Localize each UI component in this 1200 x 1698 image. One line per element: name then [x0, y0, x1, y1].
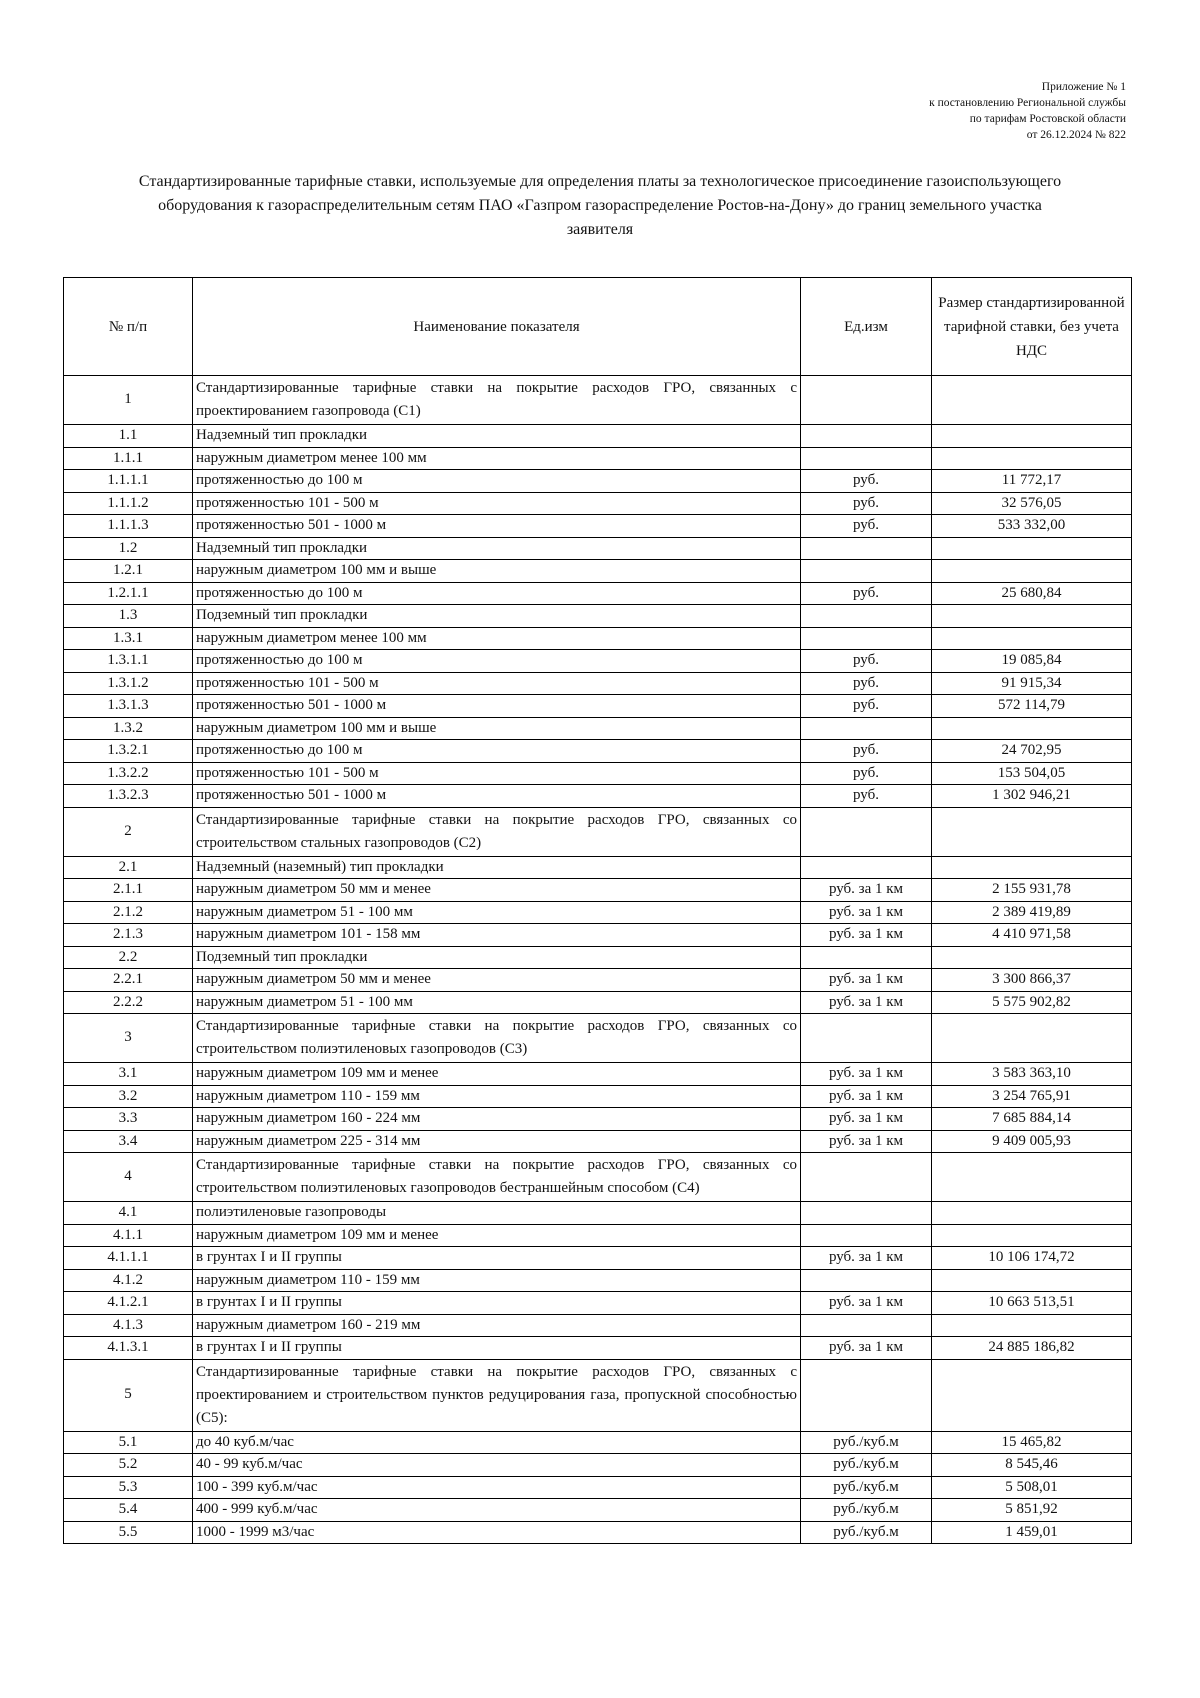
row-indicator-name: наружным диаметром 51 - 100 мм [193, 901, 801, 924]
appendix-header [929, 79, 1126, 143]
row-indicator-name: Подземный тип прокладки [193, 605, 801, 628]
row-rate-value: 24 702,95 [932, 740, 1132, 763]
row-unit: руб. [801, 740, 932, 763]
row-indicator-name: наружным диаметром 160 - 224 мм [193, 1108, 801, 1131]
row-indicator-name: наружным диаметром 160 - 219 мм [193, 1314, 801, 1337]
row-rate-value: 32 576,05 [932, 492, 1132, 515]
header-indicator-name: Наименование показателя [193, 278, 801, 376]
row-number: 2.1 [64, 856, 193, 879]
row-number: 2.2.2 [64, 991, 193, 1014]
table-row [64, 1521, 1132, 1544]
row-number: 5.3 [64, 1476, 193, 1499]
row-rate-value: 10 663 513,51 [932, 1292, 1132, 1315]
row-number: 1.2.1 [64, 560, 193, 583]
table-body [64, 376, 1132, 1544]
table-row [64, 560, 1132, 583]
row-indicator-name: 400 - 999 куб.м/час [193, 1499, 801, 1522]
row-number: 1.3.1 [64, 627, 193, 650]
table-row [64, 695, 1132, 718]
row-unit [801, 1269, 932, 1292]
row-unit: руб. за 1 км [801, 1337, 932, 1360]
table-row [64, 1063, 1132, 1086]
row-unit: руб. за 1 км [801, 924, 932, 947]
row-number: 1.1.1.3 [64, 515, 193, 538]
row-rate-value: 572 114,79 [932, 695, 1132, 718]
table-row [64, 901, 1132, 924]
row-rate-value [932, 717, 1132, 740]
document-title [60, 170, 1140, 242]
row-indicator-name: 100 - 399 куб.м/час [193, 1476, 801, 1499]
row-unit [801, 1314, 932, 1337]
row-rate-value [932, 1224, 1132, 1247]
table-section-row [64, 1153, 1132, 1202]
row-unit [801, 376, 932, 425]
document-title-line: Стандартизированные тарифные ставки, используемые для определения платы за технологическое присоединение газоиспользующего [138, 173, 1062, 190]
row-rate-value: 153 504,05 [932, 762, 1132, 785]
table-row [64, 785, 1132, 808]
row-indicator-name: протяженностью до 100 м [193, 650, 801, 673]
row-rate-value [932, 447, 1132, 470]
table-row [64, 537, 1132, 560]
row-unit: руб. за 1 км [801, 991, 932, 1014]
table-section-row [64, 807, 1132, 856]
row-number: 1.3.1.3 [64, 695, 193, 718]
row-unit [801, 560, 932, 583]
table-row [64, 1292, 1132, 1315]
row-number: 3 [64, 1014, 193, 1063]
row-rate-value: 1 302 946,21 [932, 785, 1132, 808]
row-rate-value: 533 332,00 [932, 515, 1132, 538]
row-indicator-name: протяженностью 101 - 500 м [193, 762, 801, 785]
table-row [64, 991, 1132, 1014]
row-unit: руб./куб.м [801, 1476, 932, 1499]
row-rate-value: 8 545,46 [932, 1454, 1132, 1477]
row-rate-value: 19 085,84 [932, 650, 1132, 673]
table-row [64, 605, 1132, 628]
row-number: 4.1 [64, 1202, 193, 1225]
table-row [64, 969, 1132, 992]
row-indicator-name: протяженностью 501 - 1000 м [193, 515, 801, 538]
row-indicator-name: протяженностью до 100 м [193, 582, 801, 605]
row-indicator-name: Стандартизированные тарифные ставки на покрытие расходов ГРО, связанных с проектированием газопровода (С1) [193, 376, 801, 425]
row-unit: руб. за 1 км [801, 1130, 932, 1153]
row-indicator-name: наружным диаметром 109 мм и менее [193, 1063, 801, 1086]
row-rate-value: 2 155 931,78 [932, 879, 1132, 902]
row-rate-value: 1 459,01 [932, 1521, 1132, 1544]
row-number: 4.1.3 [64, 1314, 193, 1337]
appendix-line: от 26.12.2024 № 822 [1026, 129, 1126, 141]
row-indicator-name: протяженностью 101 - 500 м [193, 672, 801, 695]
row-unit: руб. [801, 650, 932, 673]
row-number: 5.1 [64, 1431, 193, 1454]
row-unit [801, 807, 932, 856]
row-indicator-name: в грунтах I и II группы [193, 1337, 801, 1360]
row-unit [801, 1359, 932, 1431]
row-number: 1.2 [64, 537, 193, 560]
row-indicator-name: Стандартизированные тарифные ставки на покрытие расходов ГРО, связанных со строительством полиэтиленовых газопроводов бестраншейным способом (С4) [193, 1153, 801, 1202]
row-number: 3.4 [64, 1130, 193, 1153]
row-number: 4.1.3.1 [64, 1337, 193, 1360]
row-rate-value [932, 1014, 1132, 1063]
table-row [64, 582, 1132, 605]
row-unit: руб. [801, 492, 932, 515]
row-number: 1.1.1 [64, 447, 193, 470]
row-number: 5.2 [64, 1454, 193, 1477]
row-unit: руб. [801, 672, 932, 695]
row-rate-value: 3 300 866,37 [932, 969, 1132, 992]
row-indicator-name: протяженностью 101 - 500 м [193, 492, 801, 515]
row-rate-value [932, 1359, 1132, 1431]
row-indicator-name: протяженностью до 100 м [193, 740, 801, 763]
table-row [64, 1202, 1132, 1225]
row-indicator-name: до 40 куб.м/час [193, 1431, 801, 1454]
row-indicator-name: наружным диаметром 110 - 159 мм [193, 1269, 801, 1292]
row-number: 2 [64, 807, 193, 856]
row-rate-value: 4 410 971,58 [932, 924, 1132, 947]
row-rate-value: 9 409 005,93 [932, 1130, 1132, 1153]
table-row [64, 1454, 1132, 1477]
row-unit: руб. за 1 км [801, 901, 932, 924]
row-rate-value: 7 685 884,14 [932, 1108, 1132, 1131]
row-rate-value: 91 915,34 [932, 672, 1132, 695]
row-indicator-name: 40 - 99 куб.м/час [193, 1454, 801, 1477]
table-row [64, 1337, 1132, 1360]
table-row [64, 672, 1132, 695]
table-row [64, 470, 1132, 493]
row-number: 1.3.2.3 [64, 785, 193, 808]
row-number: 4.1.2.1 [64, 1292, 193, 1315]
row-indicator-name: 1000 - 1999 м3/час [193, 1521, 801, 1544]
row-rate-value [932, 1202, 1132, 1225]
row-number: 5 [64, 1359, 193, 1431]
row-indicator-name: протяженностью 501 - 1000 м [193, 695, 801, 718]
table-section-row [64, 1014, 1132, 1063]
row-number: 5.4 [64, 1499, 193, 1522]
row-unit: руб. [801, 785, 932, 808]
row-unit: руб./куб.м [801, 1499, 932, 1522]
row-number: 1.3 [64, 605, 193, 628]
row-rate-value: 15 465,82 [932, 1431, 1132, 1454]
row-indicator-name: наружным диаметром 50 мм и менее [193, 879, 801, 902]
row-rate-value [932, 605, 1132, 628]
row-rate-value [932, 1314, 1132, 1337]
row-number: 4 [64, 1153, 193, 1202]
row-unit [801, 1153, 932, 1202]
row-unit: руб. за 1 км [801, 1063, 932, 1086]
row-rate-value [932, 1153, 1132, 1202]
row-number: 1 [64, 376, 193, 425]
row-unit: руб. [801, 470, 932, 493]
row-number: 1.1 [64, 425, 193, 448]
table-row [64, 856, 1132, 879]
row-unit [801, 447, 932, 470]
table-row [64, 425, 1132, 448]
row-number: 1.3.2 [64, 717, 193, 740]
table-row [64, 762, 1132, 785]
row-unit: руб. [801, 582, 932, 605]
row-indicator-name: наружным диаметром 50 мм и менее [193, 969, 801, 992]
row-rate-value [932, 537, 1132, 560]
row-rate-value [932, 425, 1132, 448]
row-number: 3.2 [64, 1085, 193, 1108]
table-header-row [64, 278, 1132, 376]
row-indicator-name: Подземный тип прокладки [193, 946, 801, 969]
row-rate-value: 3 254 765,91 [932, 1085, 1132, 1108]
row-unit [801, 1202, 932, 1225]
row-rate-value: 5 575 902,82 [932, 991, 1132, 1014]
row-number: 1.1.1.2 [64, 492, 193, 515]
header-rate-value: Размер стандартизированной тарифной ставки, без учета НДС [932, 278, 1132, 376]
row-indicator-name: наружным диаметром 51 - 100 мм [193, 991, 801, 1014]
appendix-line: к постановлению Региональной службы [929, 97, 1126, 109]
row-number: 2.1.3 [64, 924, 193, 947]
row-indicator-name: Стандартизированные тарифные ставки на покрытие расходов ГРО, связанных со строительством полиэтиленовых газопроводов (С3) [193, 1014, 801, 1063]
row-indicator-name: наружным диаметром 101 - 158 мм [193, 924, 801, 947]
row-unit: руб. за 1 км [801, 879, 932, 902]
table-row [64, 1247, 1132, 1270]
row-number: 1.1.1.1 [64, 470, 193, 493]
table-row [64, 1108, 1132, 1131]
tariff-rates-table [63, 277, 1132, 1544]
row-unit: руб./куб.м [801, 1521, 932, 1544]
row-unit: руб. [801, 762, 932, 785]
row-indicator-name: в грунтах I и II группы [193, 1292, 801, 1315]
row-indicator-name: наружным диаметром менее 100 мм [193, 627, 801, 650]
row-indicator-name: полиэтиленовые газопроводы [193, 1202, 801, 1225]
table-row [64, 650, 1132, 673]
row-number: 2.1.2 [64, 901, 193, 924]
table-row [64, 946, 1132, 969]
row-unit: руб. за 1 км [801, 969, 932, 992]
row-unit [801, 537, 932, 560]
row-indicator-name: Стандартизированные тарифные ставки на покрытие расходов ГРО, связанных с проектированием и строительством пунктов редуцирования газа, пропускной способностью (С5): [193, 1359, 801, 1431]
row-rate-value [932, 1269, 1132, 1292]
row-rate-value [932, 946, 1132, 969]
table-row [64, 879, 1132, 902]
row-number: 2.2 [64, 946, 193, 969]
row-rate-value [932, 856, 1132, 879]
row-number: 1.3.1.2 [64, 672, 193, 695]
row-indicator-name: наружным диаметром 100 мм и выше [193, 717, 801, 740]
row-indicator-name: Надземный тип прокладки [193, 537, 801, 560]
row-rate-value: 5 851,92 [932, 1499, 1132, 1522]
row-indicator-name: в грунтах I и II группы [193, 1247, 801, 1270]
row-number: 4.1.1.1 [64, 1247, 193, 1270]
row-unit: руб. за 1 км [801, 1085, 932, 1108]
row-unit: руб. за 1 км [801, 1108, 932, 1131]
row-unit [801, 425, 932, 448]
row-rate-value [932, 627, 1132, 650]
row-number: 2.1.1 [64, 879, 193, 902]
row-rate-value [932, 560, 1132, 583]
table-section-row [64, 376, 1132, 425]
document-title-line: оборудования к газораспределительным сетям ПАО «Газпром газораспределение Ростов-на-Дону» до границ земельного участка [158, 197, 1042, 214]
row-rate-value: 3 583 363,10 [932, 1063, 1132, 1086]
header-number: № п/п [64, 278, 193, 376]
appendix-line: по тарифам Ростовской области [969, 113, 1126, 125]
table-row [64, 1431, 1132, 1454]
row-rate-value: 11 772,17 [932, 470, 1132, 493]
row-number: 1.3.1.1 [64, 650, 193, 673]
document-title-line: заявителя [566, 221, 634, 238]
row-unit [801, 946, 932, 969]
row-indicator-name: наружным диаметром 225 - 314 мм [193, 1130, 801, 1153]
table-row [64, 924, 1132, 947]
row-number: 1.2.1.1 [64, 582, 193, 605]
row-indicator-name: Стандартизированные тарифные ставки на покрытие расходов ГРО, связанных со строительством стальных газопроводов (С2) [193, 807, 801, 856]
table-row [64, 717, 1132, 740]
row-indicator-name: наружным диаметром 109 мм и менее [193, 1224, 801, 1247]
row-number: 3.1 [64, 1063, 193, 1086]
row-number: 5.5 [64, 1521, 193, 1544]
row-rate-value: 10 106 174,72 [932, 1247, 1132, 1270]
table-row [64, 447, 1132, 470]
table-row [64, 740, 1132, 763]
row-number: 4.1.2 [64, 1269, 193, 1292]
table-section-row [64, 1359, 1132, 1431]
row-unit [801, 1224, 932, 1247]
row-indicator-name: наружным диаметром 110 - 159 мм [193, 1085, 801, 1108]
row-rate-value: 24 885 186,82 [932, 1337, 1132, 1360]
row-unit: руб./куб.м [801, 1454, 932, 1477]
row-rate-value [932, 376, 1132, 425]
row-unit [801, 627, 932, 650]
row-rate-value: 5 508,01 [932, 1476, 1132, 1499]
table-row [64, 1476, 1132, 1499]
row-number: 2.2.1 [64, 969, 193, 992]
row-unit [801, 1014, 932, 1063]
table-row [64, 1314, 1132, 1337]
table-row [64, 1224, 1132, 1247]
row-indicator-name: наружным диаметром 100 мм и выше [193, 560, 801, 583]
row-unit: руб. [801, 695, 932, 718]
row-rate-value [932, 807, 1132, 856]
row-unit: руб./куб.м [801, 1431, 932, 1454]
row-rate-value: 25 680,84 [932, 582, 1132, 605]
table-row [64, 1130, 1132, 1153]
row-unit [801, 856, 932, 879]
table-row [64, 515, 1132, 538]
row-number: 4.1.1 [64, 1224, 193, 1247]
row-indicator-name: наружным диаметром менее 100 мм [193, 447, 801, 470]
table-row [64, 1269, 1132, 1292]
row-number: 1.3.2.2 [64, 762, 193, 785]
row-number: 1.3.2.1 [64, 740, 193, 763]
appendix-line: Приложение № 1 [1041, 81, 1126, 93]
row-indicator-name: протяженностью 501 - 1000 м [193, 785, 801, 808]
row-indicator-name: протяженностью до 100 м [193, 470, 801, 493]
row-unit: руб. за 1 км [801, 1247, 932, 1270]
table-row [64, 627, 1132, 650]
table-row [64, 1499, 1132, 1522]
row-unit: руб. [801, 515, 932, 538]
header-unit: Ед.изм [801, 278, 932, 376]
row-indicator-name: Надземный тип прокладки [193, 425, 801, 448]
table-row [64, 1085, 1132, 1108]
table-row [64, 492, 1132, 515]
row-unit [801, 605, 932, 628]
row-rate-value: 2 389 419,89 [932, 901, 1132, 924]
row-unit [801, 717, 932, 740]
row-indicator-name: Надземный (наземный) тип прокладки [193, 856, 801, 879]
row-unit: руб. за 1 км [801, 1292, 932, 1315]
row-number: 3.3 [64, 1108, 193, 1131]
